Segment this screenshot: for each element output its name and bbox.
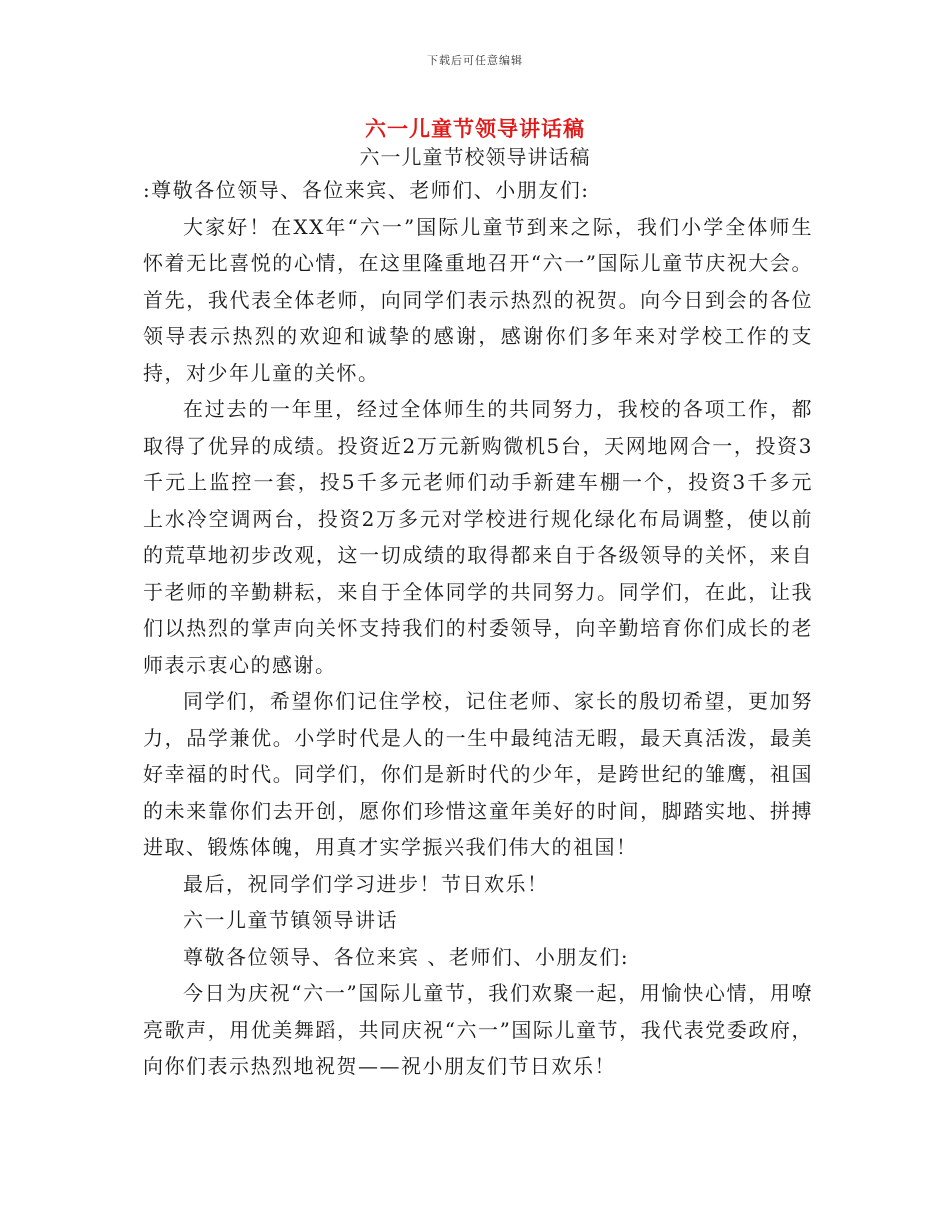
- document-title: 六一儿童节领导讲话稿: [365, 116, 585, 141]
- document-body: [143, 172, 813, 1085]
- body-paragraph: 今日为庆祝“六一”国际儿童节，我们欢聚一起，用愉快心情，用嘹亮歌声，用优美舞蹈，共同庆祝“六一”国际儿童节，我代表党委政府，向你们表示热烈地祝贺——祝小朋友们节日欢乐！: [143, 981, 813, 1078]
- document-subtitle: 六一儿童节校领导讲话稿: [359, 145, 591, 169]
- section-heading: 六一儿童节镇领导讲话: [183, 908, 398, 932]
- body-paragraph: 在过去的一年里，经过全体师生的共同努力，我校的各项工作，都取得了优异的成绩。投资近2万元新购微机5台，天网地网合一，投资3千元上监控一套，投5千多元老师们动手新建车棚一个，投资3千多元上水冷空调两台，投资2万多元对学校进行规化绿化布局调整，使以前的荒草地初步改观，这一切成绩的取得都来自于各级领导的关怀，来自于老师的辛勤耕耘，来自于全体同学的共同努力。同学们，在此，让我们以热烈的掌声向关怀支持我们的村委领导，向辛勤培育你们成长的老师表示衷心的感谢。: [143, 397, 813, 677]
- salutation-paragraph: 尊敬各位领导、各位来宾 、老师们、小朋友们:: [183, 944, 630, 969]
- salutation-paragraph: :尊敬各位领导、各位来宾、老师们、小朋友们:: [143, 178, 590, 202]
- body-paragraph: 同学们，希望你们记住学校，记住老师、家长的殷切希望，更加努力，品学兼优。小学时代是人的一生中最纯洁无暇，最天真活泼，最美好幸福的时代。同学们，你们是新时代的少年，是跨世纪的雏鹰，祖国的未来靠你们去开创，愿你们珍惜这童年美好的时间，脚踏实地、拼搏进取、锻炼体魄，用真才实学振兴我们伟大的祖国！: [143, 689, 813, 859]
- body-paragraph: 大家好！在XX年“六一”国际儿童节到来之际，我们小学全体师生怀着无比喜悦的心情，在这里隆重地召开“六一”国际儿童节庆祝大会。首先，我代表全体老师，向同学们表示热烈的祝贺。向今日到会的各位领导表示热烈的欢迎和诚挚的感谢，感谢你们多年来对学校工作的支持，对少年儿童的关怀。: [143, 214, 813, 385]
- page-header-note: 下载后可任意编辑: [427, 54, 523, 67]
- closing-paragraph: 最后，祝同学们学习进步！节日欢乐！: [183, 871, 549, 896]
